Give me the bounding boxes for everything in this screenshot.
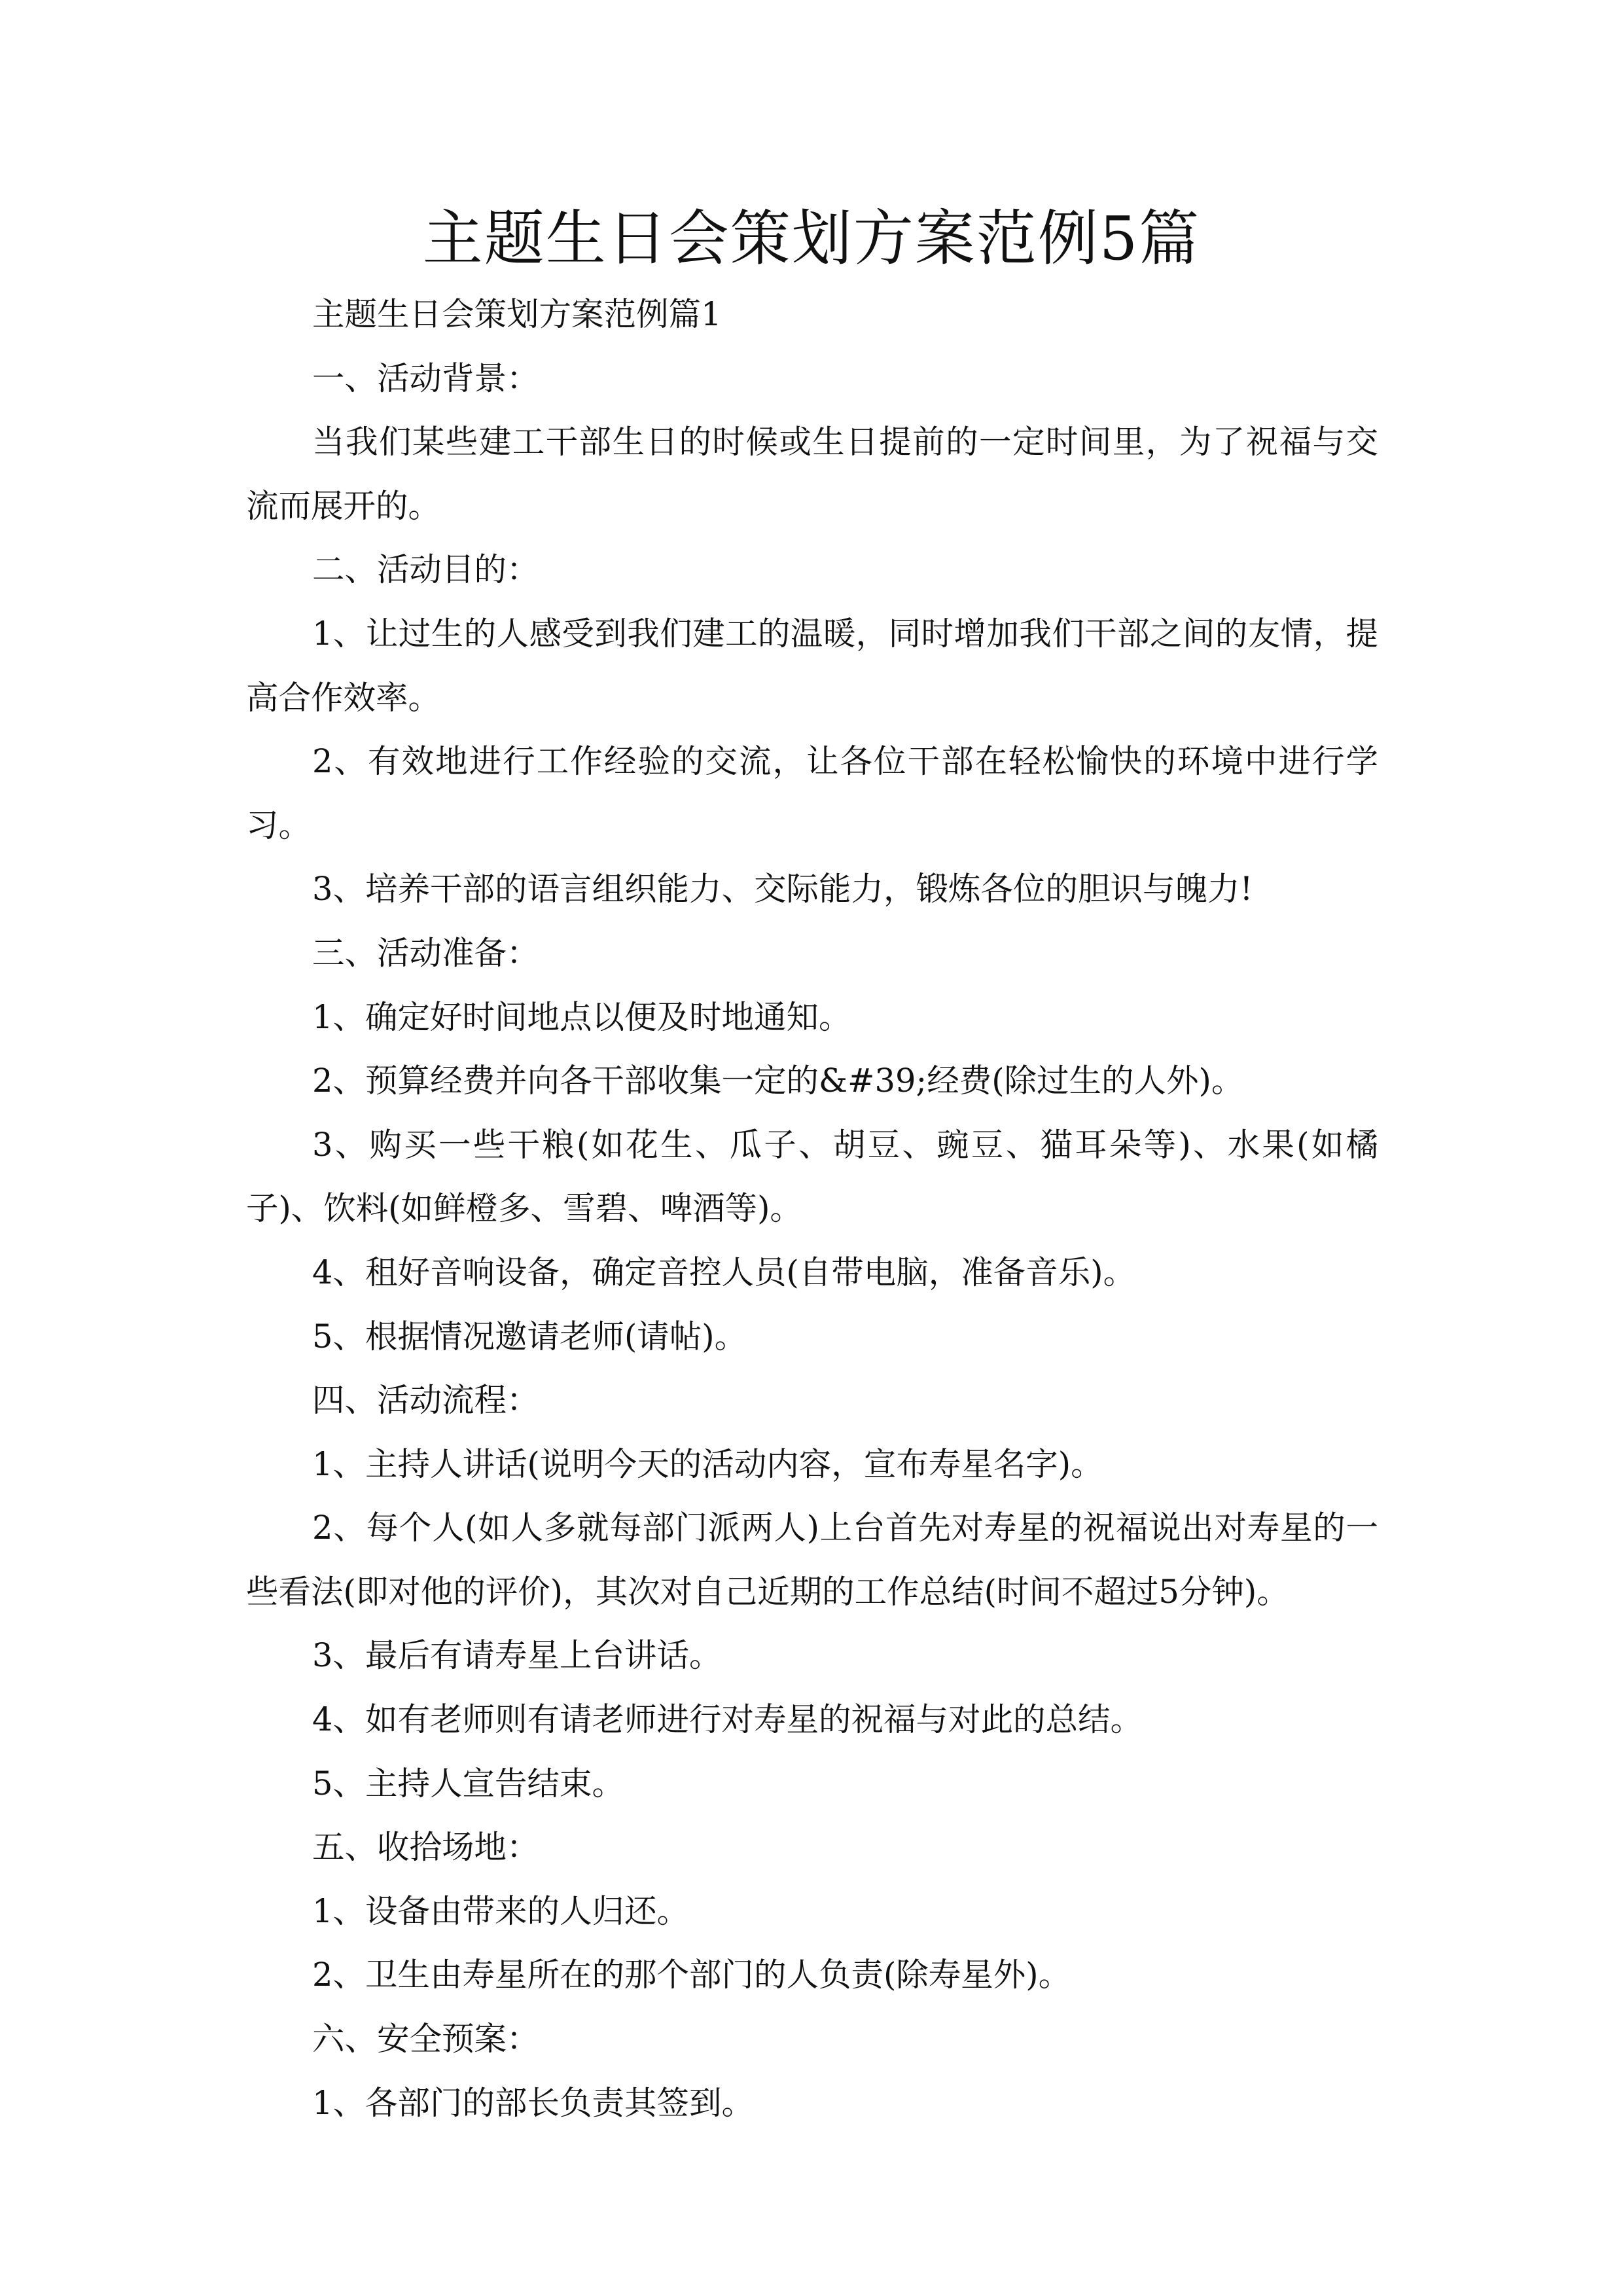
paragraph: 3、培养干部的语言组织能力、交际能力，锻炼各位的胆识与魄力! (312, 870, 1253, 908)
paragraph: 二、活动目的： (312, 550, 539, 589)
paragraph: 1、让过生的人感受到我们建工的温暖，同时增加我们干部之间的友情，提高合作效率。 (246, 614, 1378, 717)
paragraph: 1、各部门的部长负责其签到。 (312, 2083, 754, 2122)
paragraph: 2、有效地进行工作经验的交流，让各位干部在轻松愉快的环境中进行学习。 (246, 742, 1378, 844)
paragraph: 四、活动流程： (312, 1381, 539, 1420)
paragraph: 三、活动准备： (312, 933, 539, 972)
paragraph: 1、设备由带来的人归还。 (312, 1892, 689, 1930)
paragraph: 5、根据情况邀请老师(请帖)。 (312, 1317, 747, 1355)
paragraph: 4、如有老师则有请老师进行对寿星的祝福与对此的总结。 (312, 1700, 1143, 1739)
paragraph: 当我们某些建工干部生日的时候或生日提前的一定时间里，为了祝福与交流而展开的。 (246, 423, 1378, 525)
paragraph: 2、预算经费并向各干部收集一定的&#39;经费(除过生的人外)。 (312, 1062, 1244, 1100)
paragraph: 五、收拾场地： (312, 1828, 539, 1867)
paragraph: 主题生日会策划方案范例篇1 (312, 295, 722, 333)
paragraph: 一、活动背景： (312, 359, 539, 397)
paragraph: 2、每个人(如人多就每部门派两人)上台首先对寿星的祝福说出对寿星的一些看法(即对他的评价)，其次对自己近期的工作总结(时间不超过5分钟)。 (246, 1509, 1378, 1611)
paragraph: 5、主持人宣告结束。 (312, 1764, 624, 1803)
paragraph: 4、租好音响设备，确定音控人员(自带电脑，准备音乐)。 (312, 1253, 1136, 1291)
document-title: 主题生日会策划方案范例5篇 (422, 204, 1201, 274)
paragraph: 1、主持人讲话(说明今天的活动内容，宣布寿星名字)。 (312, 1444, 1103, 1483)
paragraph: 1、确定好时间地点以便及时地通知。 (312, 997, 851, 1036)
paragraph: 六、安全预案： (312, 2020, 539, 2058)
paragraph: 2、卫生由寿星所在的那个部门的人负责(除寿星外)。 (312, 1956, 1071, 1994)
paragraph: 3、最后有请寿星上台讲话。 (312, 1636, 722, 1675)
paragraph: 3、购买一些干粮(如花生、瓜子、胡豆、豌豆、猫耳朵等)、水果(如橘子)、饮料(如鲜橙多、雪碧、啤酒等)。 (246, 1125, 1378, 1228)
document-body (246, 283, 1378, 2135)
